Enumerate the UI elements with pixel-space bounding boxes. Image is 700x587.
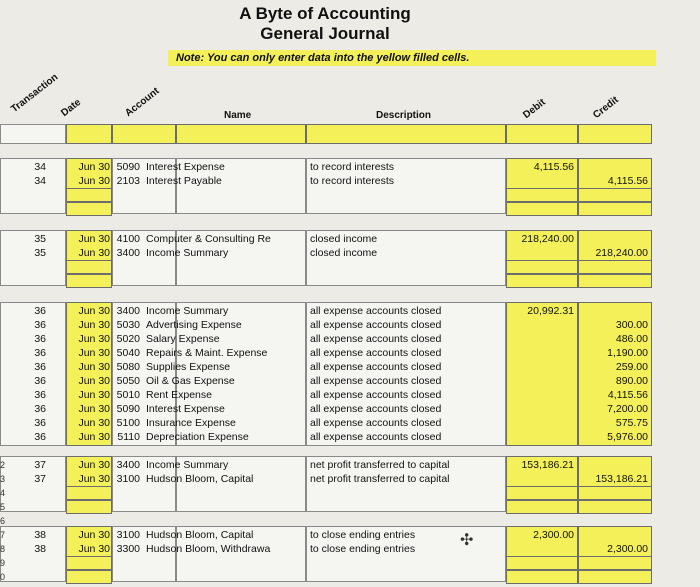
account-number[interactable]: 3100: [116, 473, 140, 485]
debit-amount[interactable]: [506, 360, 574, 374]
entry-cell[interactable]: [66, 570, 112, 584]
description-cell[interactable]: to close ending entries: [310, 543, 416, 555]
instruction-note: Note: You can only enter data into the yellow filled cells.: [168, 50, 656, 66]
debit-amount[interactable]: 2,300.00: [533, 529, 574, 541]
description-cell[interactable]: closed income: [310, 233, 378, 245]
date-cell[interactable]: Jun 30: [78, 403, 110, 415]
credit-amount[interactable]: 1,190.00: [607, 347, 648, 359]
account-number[interactable]: 5090: [116, 161, 140, 173]
entry-cell[interactable]: [578, 556, 652, 570]
plus-cursor-icon: ✣: [460, 532, 474, 549]
entry-cell[interactable]: [578, 570, 652, 584]
row-number: 6: [0, 516, 6, 526]
entry-cell[interactable]: [66, 486, 112, 500]
transaction-number[interactable]: 36: [34, 389, 46, 401]
transaction-number[interactable]: 36: [34, 417, 46, 429]
date-cell[interactable]: Jun 30: [78, 361, 110, 373]
transaction-number[interactable]: 36: [34, 431, 46, 443]
account-number[interactable]: 5100: [116, 417, 140, 429]
journal-row: [0, 416, 652, 430]
entry-cell[interactable]: [506, 274, 578, 288]
entry-cell[interactable]: [506, 202, 578, 216]
description-cell[interactable]: net profit transferred to capital: [310, 459, 450, 471]
header-account: Account: [123, 85, 162, 119]
debit-amount[interactable]: [506, 416, 574, 430]
credit-amount[interactable]: 218,240.00: [595, 247, 648, 259]
transaction-number[interactable]: 36: [34, 361, 46, 373]
date-cell[interactable]: Jun 30: [78, 319, 110, 331]
credit-amount[interactable]: 4,115.56: [607, 175, 648, 187]
description-cell[interactable]: all expense accounts closed: [310, 431, 442, 443]
account-name[interactable]: Advertising Expense: [146, 319, 242, 331]
debit-amount[interactable]: [506, 332, 574, 346]
debit-amount[interactable]: [506, 388, 574, 402]
header-credit: Credit: [591, 94, 621, 121]
transaction-number[interactable]: 34: [34, 161, 46, 173]
account-name[interactable]: Interest Expense: [146, 161, 225, 173]
description-cell[interactable]: to record interests: [310, 175, 395, 187]
date-cell[interactable]: Jun 30: [78, 233, 110, 245]
header-debit: Debit: [521, 96, 548, 121]
description-cell[interactable]: all expense accounts closed: [310, 417, 442, 429]
transaction-number[interactable]: 36: [34, 333, 46, 345]
date-cell[interactable]: Jun 30: [78, 529, 110, 541]
journal-row: [0, 160, 652, 174]
transaction-number[interactable]: 37: [34, 459, 46, 471]
description-cell[interactable]: all expense accounts closed: [310, 361, 442, 373]
description-cell[interactable]: all expense accounts closed: [310, 389, 442, 401]
entry-cell[interactable]: [506, 260, 578, 274]
journal-row: [0, 458, 652, 472]
credit-amount[interactable]: 575.75: [615, 417, 648, 429]
date-cell[interactable]: Jun 30: [78, 305, 110, 317]
account-name[interactable]: Hudson Bloom, Capital: [146, 473, 254, 485]
account-name[interactable]: Depreciation Expense: [146, 431, 249, 443]
credit-amount[interactable]: 4,115.56: [607, 389, 648, 401]
journal-row: [0, 430, 652, 444]
description-cell[interactable]: all expense accounts closed: [310, 319, 442, 331]
description-cell[interactable]: all expense accounts closed: [310, 333, 442, 345]
account-number[interactable]: 5050: [116, 375, 140, 387]
page-title: A Byte of Accounting: [239, 4, 411, 23]
debit-amount[interactable]: [506, 318, 574, 332]
description-cell[interactable]: to close ending entries: [310, 529, 416, 541]
description-cell[interactable]: to record interests: [310, 161, 395, 173]
entry-cell-header: [0, 124, 66, 144]
journal-row: [0, 318, 652, 332]
description-cell[interactable]: all expense accounts closed: [310, 375, 442, 387]
date-cell[interactable]: Jun 30: [78, 375, 110, 387]
entry-cell[interactable]: [506, 486, 578, 500]
date-cell[interactable]: Jun 30: [78, 543, 110, 555]
account-name[interactable]: Insurance Expense: [146, 417, 236, 429]
transaction-number[interactable]: 35: [34, 233, 46, 245]
journal-row: [0, 232, 652, 246]
account-name[interactable]: Hudson Bloom, Capital: [146, 529, 254, 541]
credit-amount[interactable]: [578, 458, 648, 472]
journal-row: [0, 388, 652, 402]
date-cell[interactable]: Jun 30: [78, 333, 110, 345]
date-cell[interactable]: Jun 30: [78, 175, 110, 187]
debit-amount[interactable]: [506, 472, 574, 486]
entry-cell[interactable]: [506, 188, 578, 202]
journal-row: [0, 528, 652, 542]
debit-amount[interactable]: [506, 402, 574, 416]
credit-amount[interactable]: 300.00: [615, 319, 648, 331]
debit-amount[interactable]: [506, 174, 574, 188]
entry-cell[interactable]: [66, 188, 112, 202]
account-number[interactable]: 5110: [117, 431, 140, 443]
account-name[interactable]: Salary Expense: [146, 333, 220, 345]
credit-amount[interactable]: 890.00: [615, 375, 648, 387]
debit-amount[interactable]: 20,992.31: [527, 305, 574, 317]
entry-cell[interactable]: [506, 556, 578, 570]
date-cell[interactable]: Jun 30: [78, 431, 110, 443]
date-cell[interactable]: Jun 30: [78, 247, 110, 259]
transaction-number[interactable]: 37: [34, 473, 46, 485]
row-number: 8: [0, 544, 6, 554]
debit-amount[interactable]: [506, 374, 574, 388]
row-number: 5: [0, 502, 6, 512]
header-transaction: Transaction: [9, 71, 61, 115]
account-number[interactable]: 3400: [116, 247, 140, 259]
header-date: Date: [59, 96, 84, 119]
row-number: 7: [0, 530, 6, 540]
account-number[interactable]: 3400: [116, 305, 140, 317]
journal-row: [0, 360, 652, 374]
credit-amount[interactable]: [578, 232, 648, 246]
entry-cell[interactable]: [578, 202, 652, 216]
credit-amount[interactable]: 2,300.00: [607, 543, 648, 555]
account-name[interactable]: Computer & Consulting Re: [146, 233, 271, 245]
row-number: 2: [0, 460, 6, 470]
transaction-number[interactable]: 38: [34, 543, 46, 555]
credit-amount[interactable]: 259.00: [615, 361, 648, 373]
description-cell[interactable]: closed income: [310, 247, 378, 259]
row-number: 4: [0, 488, 6, 498]
journal-row: [0, 246, 652, 260]
transaction-number[interactable]: 36: [34, 305, 46, 317]
entry-cell-header[interactable]: [66, 124, 112, 144]
entry-cell[interactable]: [66, 260, 112, 274]
account-name[interactable]: Income Summary: [146, 305, 229, 317]
transaction-number[interactable]: 36: [34, 403, 46, 415]
entry-cell-header[interactable]: [578, 124, 652, 144]
entry-cell-header[interactable]: [112, 124, 176, 144]
account-name[interactable]: Hudson Bloom, Withdrawa: [146, 543, 271, 555]
credit-amount[interactable]: [578, 160, 648, 174]
date-cell[interactable]: Jun 30: [78, 389, 110, 401]
account-name[interactable]: Interest Payable: [146, 175, 222, 187]
account-number[interactable]: 3400: [116, 459, 140, 471]
entry-cell[interactable]: [578, 188, 652, 202]
account-number[interactable]: 5010: [116, 389, 140, 401]
account-number[interactable]: 3300: [116, 543, 140, 555]
entry-cell-header[interactable]: [176, 124, 306, 144]
header-name: Name: [224, 110, 252, 121]
debit-amount[interactable]: [506, 430, 574, 444]
transaction-number[interactable]: 34: [34, 175, 46, 187]
entry-cell[interactable]: [66, 274, 112, 288]
credit-amount[interactable]: [578, 528, 648, 542]
entry-cell[interactable]: [506, 500, 578, 514]
transaction-number[interactable]: 36: [34, 319, 46, 331]
account-name[interactable]: Income Summary: [146, 247, 229, 259]
date-cell[interactable]: Jun 30: [78, 459, 110, 471]
journal-row: [0, 174, 652, 188]
debit-amount[interactable]: 153,186.21: [521, 459, 574, 471]
date-cell[interactable]: Jun 30: [78, 417, 110, 429]
account-number[interactable]: 5090: [116, 403, 140, 415]
journal-row: [0, 374, 652, 388]
account-name[interactable]: Interest Expense: [146, 403, 225, 415]
account-number[interactable]: 2103: [116, 175, 140, 187]
journal-row: [0, 346, 652, 360]
entry-cell[interactable]: [506, 570, 578, 584]
credit-amount[interactable]: [578, 304, 648, 318]
account-name[interactable]: Rent Expense: [146, 389, 212, 401]
account-number[interactable]: 3100: [116, 529, 140, 541]
description-cell[interactable]: all expense accounts closed: [310, 403, 442, 415]
account-name[interactable]: Repairs & Maint. Expense: [146, 347, 268, 359]
account-number[interactable]: 5020: [116, 333, 140, 345]
journal-row: [0, 472, 652, 486]
transaction-number[interactable]: 35: [34, 247, 46, 259]
page-subtitle: General Journal: [260, 24, 390, 43]
entry-cell[interactable]: [578, 486, 652, 500]
journal-row: [0, 332, 652, 346]
header-description: Description: [376, 110, 432, 121]
description-cell[interactable]: all expense accounts closed: [310, 305, 442, 317]
transaction-number[interactable]: 36: [34, 347, 46, 359]
account-number[interactable]: 5040: [116, 347, 140, 359]
account-number[interactable]: 5030: [116, 319, 140, 331]
date-cell[interactable]: Jun 30: [78, 161, 110, 173]
description-cell[interactable]: all expense accounts closed: [310, 347, 442, 359]
journal-row: [0, 542, 652, 556]
entry-cell[interactable]: [578, 500, 652, 514]
credit-amount[interactable]: 7,200.00: [607, 403, 648, 415]
entry-cell-header[interactable]: [506, 124, 578, 144]
entry-cell[interactable]: [66, 202, 112, 216]
row-number: 9: [0, 558, 6, 568]
row-number: 0: [0, 572, 6, 582]
account-number[interactable]: 5080: [116, 361, 140, 373]
journal-row: [0, 402, 652, 416]
account-number[interactable]: 4100: [116, 233, 140, 245]
debit-amount[interactable]: 4,115.56: [533, 161, 574, 173]
date-cell[interactable]: Jun 30: [78, 347, 110, 359]
row-number: 3: [0, 474, 6, 484]
debit-amount[interactable]: [506, 246, 574, 260]
credit-amount[interactable]: 5,976.00: [607, 431, 648, 443]
debit-amount[interactable]: [506, 346, 574, 360]
account-name[interactable]: Supplies Expense: [146, 361, 231, 373]
entry-cell[interactable]: [66, 556, 112, 570]
journal-row: [0, 304, 652, 318]
credit-amount[interactable]: 486.00: [615, 333, 648, 345]
credit-amount[interactable]: 153,186.21: [595, 473, 648, 485]
transaction-number[interactable]: 36: [34, 375, 46, 387]
entry-cell[interactable]: [66, 500, 112, 514]
entry-cell-header[interactable]: [306, 124, 506, 144]
description-cell[interactable]: net profit transferred to capital: [310, 473, 450, 485]
account-name[interactable]: Income Summary: [146, 459, 229, 471]
debit-amount[interactable]: [506, 542, 574, 556]
account-name[interactable]: Oil & Gas Expense: [146, 375, 235, 387]
date-cell[interactable]: Jun 30: [78, 473, 110, 485]
debit-amount[interactable]: 218,240.00: [521, 233, 574, 245]
entry-cell[interactable]: [578, 260, 652, 274]
entry-cell[interactable]: [578, 274, 652, 288]
transaction-number[interactable]: 38: [34, 529, 46, 541]
